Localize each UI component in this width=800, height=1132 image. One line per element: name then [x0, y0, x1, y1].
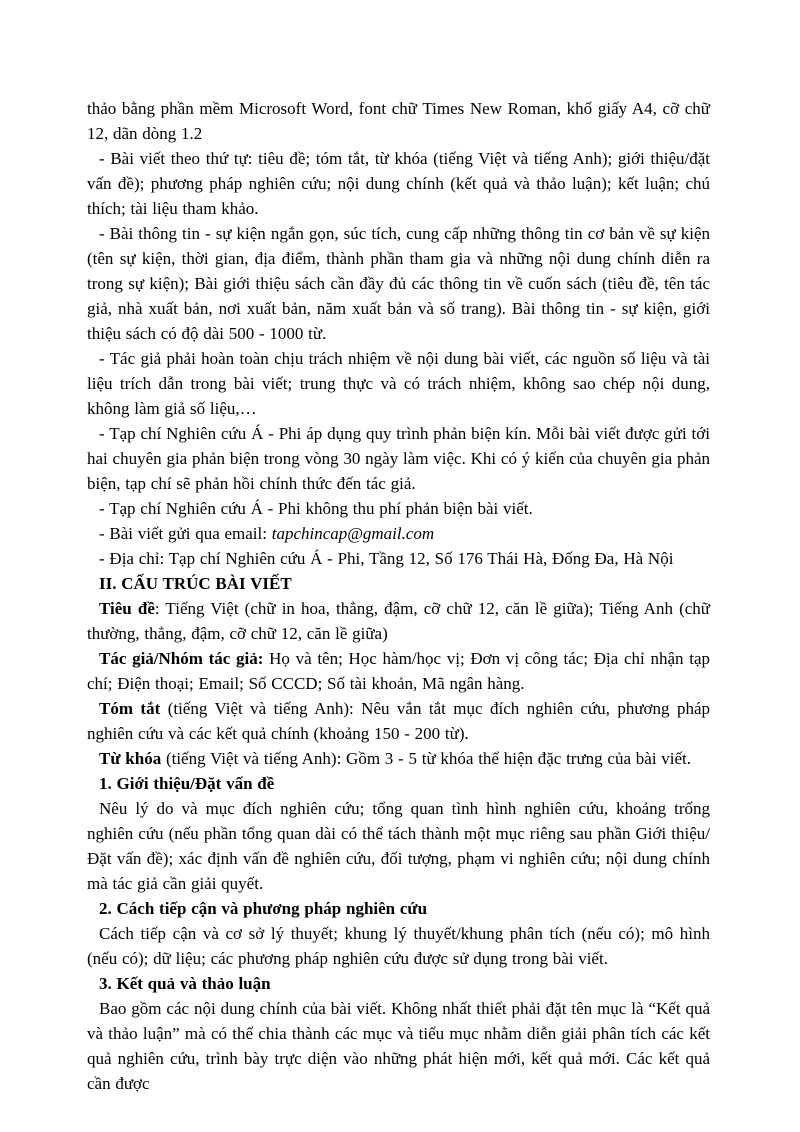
para-no-review-fee	[87, 496, 710, 521]
heading-introduction-text: 1. Giới thiệu/Đặt vấn đề	[99, 774, 275, 793]
para-results-desc-text: Bao gồm các nội dung chính của bài viết. Không nhất thiết phải đặt tên mục là “Kết quả và thảo luận” mà có thể chia thành các mục và tiểu mục nhằm diễn giải phân tích các kết quả nghiên cứu, trình bày trực diện vào những phát hiện mới, kết quả mới. Các kết quả cần được	[87, 999, 710, 1093]
para-keywords-spec-lead: Từ khóa	[99, 749, 166, 768]
para-review-process	[87, 421, 710, 496]
para-keywords-spec-text: (tiếng Việt và tiếng Anh): Gồm 3 - 5 từ khóa thể hiện đặc trưng của bài viết.	[165, 749, 692, 768]
para-author-info	[87, 646, 710, 696]
para-results-desc	[87, 996, 710, 1096]
para-article-order-text: - Bài viết theo thứ tự: tiêu đề; tóm tắt, từ khóa (tiếng Việt và tiếng Anh); giới thiệu/đặt vấn đề); phương pháp nghiên cứu; nội dung chính (kết quả và thảo luận); kết luận; chú thích; tài liệu tham khảo.	[87, 149, 710, 218]
para-methods-desc	[87, 921, 710, 971]
para-article-order	[87, 146, 710, 221]
para-address	[87, 546, 710, 571]
para-news-item-rules-text: - Bài thông tin - sự kiện ngắn gọn, súc tích, cung cấp những thông tin cơ bản về sự kiện (tên sự kiện, thời gian, địa điểm, thành phần tham gia và những nội dung chính diễn ra trong sự kiện); Bài giới thiệu sách cần đầy đủ các thông tin về cuốn sách (tiêu đề, tên tác giả, nhà xuất bản, nơi xuất bản, năm xuất bản và số trang). Bài thông tin - sự kiện, giới thiệu sách có độ dài 500 - 1000 từ.	[87, 224, 710, 343]
para-author-responsibility-text: - Tác giả phải hoàn toàn chịu trách nhiệm về nội dung bài viết, các nguồn số liệu và tài liệu trích dẫn trong bài viết; trung thực và có trách nhiệm, không sao chép nội dung, không làm giả số liệu,…	[87, 349, 710, 418]
para-introduction-desc-text: Nêu lý do và mục đích nghiên cứu; tổng quan tình hình nghiên cứu, khoảng trống nghiên cứu (nếu phần tổng quan dài có thể tách thành một mục riêng sau phần Giới thiệu/Đặt vấn đề); xác định vấn đề nghiên cứu, đối tượng, phạm vi nghiên cứu; nội dung chính mà tác giả cần giải quyết.	[87, 799, 710, 893]
email-address: tapchincap@gmail.com	[271, 524, 435, 543]
para-submission-email-label: - Bài viết gửi qua email:	[99, 524, 272, 543]
para-title-spec	[87, 596, 710, 646]
para-author-info-text: Họ và tên; Học hàm/học vị; Đơn vị công tác; Địa chỉ nhận tạp chí; Điện thoại; Email; Số CCCD; Số tài khoản, Mã ngân hàng.	[87, 649, 710, 693]
para-author-responsibility	[87, 346, 710, 421]
heading-introduction	[87, 771, 710, 796]
para-methods-desc-text: Cách tiếp cận và cơ sở lý thuyết; khung lý thuyết/khung phân tích (nếu có); mô hình (nếu có); dữ liệu; các phương pháp nghiên cứu được sử dụng trong bài viết.	[87, 924, 710, 968]
para-format-continued-text: thảo bằng phần mềm Microsoft Word, font chữ Times New Roman, khổ giấy A4, cỡ chữ 12, dãn dòng 1.2	[87, 99, 710, 143]
para-review-process-text: - Tạp chí Nghiên cứu Á - Phi áp dụng quy trình phản biện kín. Mỗi bài viết được gửi tới hai chuyên gia phản biện trong vòng 30 ngày làm việc. Khi có ý kiến của chuyên gia phản biện, tạp chí sẽ phản hồi chính thức đến tác giả.	[87, 424, 710, 493]
para-abstract-spec-lead: Tóm tắt	[99, 699, 168, 718]
para-format-continued	[87, 96, 710, 146]
para-abstract-spec	[87, 696, 710, 746]
para-abstract-spec-text: (tiếng Việt và tiếng Anh): Nêu vắn tắt mục đích nghiên cứu, phương pháp nghiên cứu và các kết quả chính (khoảng 150 - 200 từ).	[87, 699, 711, 743]
para-no-review-fee-text: - Tạp chí Nghiên cứu Á - Phi không thu phí phản biện bài viết.	[99, 499, 533, 518]
heading-results	[87, 971, 710, 996]
para-news-item-rules	[87, 221, 710, 346]
para-submission-email	[87, 521, 710, 546]
heading-article-structure-text: II. CẤU TRÚC BÀI VIẾT	[99, 574, 292, 593]
para-address-text: - Địa chỉ: Tạp chí Nghiên cứu Á - Phi, Tầng 12, Số 176 Thái Hà, Đống Đa, Hà Nội	[99, 549, 674, 568]
para-title-spec-text: : Tiếng Việt (chữ in hoa, thẳng, đậm, cỡ chữ 12, căn lề giữa); Tiếng Anh (chữ thường, thẳng, đậm, cỡ chữ 12, căn lề giữa)	[87, 599, 710, 643]
para-keywords-spec	[87, 746, 710, 771]
heading-results-text: 3. Kết quả và thảo luận	[99, 974, 271, 993]
para-introduction-desc	[87, 796, 710, 896]
heading-methods	[87, 896, 710, 921]
para-author-info-lead: Tác giả/Nhóm tác giả:	[99, 649, 270, 668]
heading-methods-text: 2. Cách tiếp cận và phương pháp nghiên cứu	[99, 899, 428, 918]
heading-article-structure	[87, 571, 710, 596]
para-title-spec-lead: Tiêu đề	[99, 599, 155, 618]
